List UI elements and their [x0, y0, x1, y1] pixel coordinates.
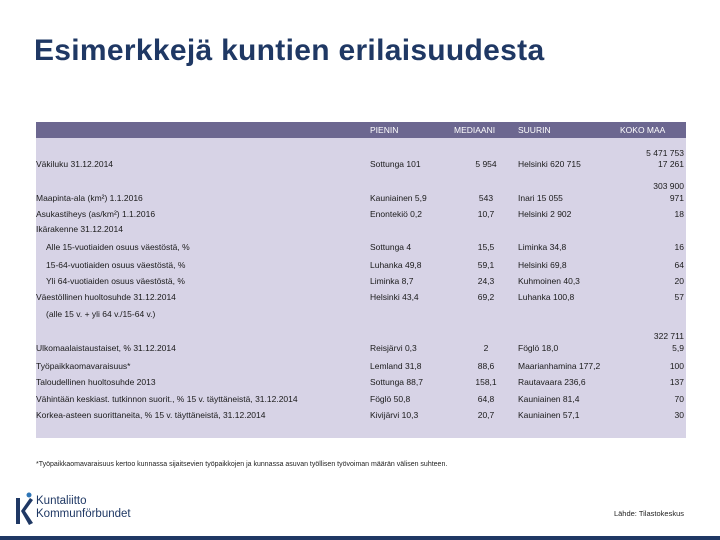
total-value-secondary: 5,9 [672, 343, 684, 353]
row-label: Yli 64-vuotiaiden osuus väestöstä, % [46, 276, 185, 286]
median-value: 20,7 [477, 410, 495, 420]
largest-value: Rautavaara 236,6 [518, 377, 586, 387]
smallest-value: Sottunga 101 [370, 159, 421, 169]
smallest-value: Lemland 31,8 [370, 361, 422, 371]
row-label: Väkiluku 31.12.2014 [36, 159, 114, 169]
smallest-value: Liminka 8,7 [370, 276, 414, 286]
largest-value: Liminka 34,8 [518, 242, 567, 252]
section-label: Ikärakenne 31.12.2014 [36, 224, 123, 234]
column-header-koko-maa: KOKO MAA [620, 125, 666, 135]
logo-mark-icon [14, 492, 34, 526]
kuntaliitto-logo [14, 492, 164, 528]
largest-value: Helsinki 69,8 [518, 260, 567, 270]
column-header-suurin: SUURIN [518, 125, 551, 135]
smallest-value: Sottunga 88,7 [370, 377, 423, 387]
median-value: 24,3 [477, 276, 495, 286]
median-value: 64,8 [477, 394, 495, 404]
median-value: 10,7 [477, 209, 495, 219]
total-value: 20 [674, 276, 684, 286]
median-value: 5 954 [475, 159, 497, 169]
smallest-value: Sottunga 4 [370, 242, 412, 252]
row-note: (alle 15 v. + yli 64 v./15-64 v.) [46, 309, 156, 319]
row-label: Alle 15-vuotiaiden osuus väestöstä, % [46, 242, 190, 252]
row-label: 15-64-vuotiaiden osuus väestöstä, % [46, 260, 186, 270]
smallest-value: Reisjärvi 0,3 [370, 343, 417, 353]
comparison-table [36, 122, 686, 438]
total-value: 57 [674, 292, 684, 302]
row-label: Taloudellinen huoltosuhde 2013 [36, 377, 156, 387]
column-header-pienin: PIENIN [370, 125, 399, 135]
smallest-value: Kauniainen 5,9 [370, 193, 427, 203]
bottom-rule [0, 536, 720, 540]
smallest-value: Föglö 50,8 [370, 394, 411, 404]
total-value: 303 900 [653, 181, 684, 191]
total-value: 64 [674, 260, 684, 270]
smallest-value: Enontekiö 0,2 [370, 209, 422, 219]
median-value: 59,1 [477, 260, 495, 270]
largest-value: Helsinki 2 902 [518, 209, 572, 219]
total-value: 322 711 [653, 331, 684, 341]
largest-value: Kauniainen 81,4 [518, 394, 580, 404]
row-label: Vähintään keskiast. tutkinnon suorit., % 15 v. täyttäneistä, 31.12.2014 [36, 394, 298, 404]
largest-value: Maarianhamina 177,2 [518, 361, 601, 371]
logo-line-2: Kommunförbundet [36, 508, 131, 520]
page-title: Esimerkkejä kuntien erilaisuudesta [34, 34, 545, 67]
largest-value: Kuhmoinen 40,3 [518, 276, 580, 286]
source-note: Lähde: Tilastokeskus [613, 509, 684, 518]
column-header-mediaani: MEDIAANI [454, 125, 496, 135]
largest-value: Inari 15 055 [518, 193, 563, 203]
total-value-secondary: 17 261 [658, 159, 684, 169]
largest-value: Föglö 18,0 [518, 343, 559, 353]
row-label: Korkea-asteen suorittaneita, % 15 v. täyttäneistä, 31.12.2014 [36, 410, 266, 420]
row-label: Maapinta-ala (km²) 1.1.2016 [36, 193, 143, 203]
row-label: Ulkomaalaistaustaiset, % 31.12.2014 [36, 343, 176, 353]
total-value: 18 [674, 209, 684, 219]
total-value-secondary: 971 [669, 193, 684, 203]
largest-value: Luhanka 100,8 [518, 292, 575, 302]
largest-value: Helsinki 620 715 [518, 159, 581, 169]
median-value: 69,2 [477, 292, 495, 302]
total-value: 30 [674, 410, 684, 420]
total-value: 5 471 753 [646, 148, 684, 158]
smallest-value: Helsinki 43,4 [370, 292, 419, 302]
total-value: 100 [669, 361, 684, 371]
row-label: Työpaikkaomavaraisuus* [36, 361, 131, 371]
median-value: 158,1 [475, 377, 497, 387]
table-header [36, 122, 686, 138]
smallest-value: Luhanka 49,8 [370, 260, 422, 270]
median-value: 88,6 [477, 361, 495, 371]
smallest-value: Kivijärvi 10,3 [370, 410, 419, 420]
median-value: 543 [478, 193, 494, 203]
logo-line-1: Kuntaliitto [36, 495, 87, 507]
row-label: Väestöllinen huoltosuhde 31.12.2014 [36, 292, 176, 302]
median-value: 2 [483, 343, 489, 353]
total-value: 70 [674, 394, 684, 404]
row-label: Asukastiheys (as/km²) 1.1.2016 [36, 209, 156, 219]
footnote: *Työpaikkaomavaraisuus kertoo kunnassa sijaitsevien työpaikkojen ja kunnassa asuvan työllisen työvoiman määrän välisen suhteen. [36, 461, 448, 468]
median-value: 15,5 [477, 242, 495, 252]
total-value: 137 [669, 377, 684, 387]
total-value: 16 [674, 242, 684, 252]
largest-value: Kauniainen 57,1 [518, 410, 580, 420]
